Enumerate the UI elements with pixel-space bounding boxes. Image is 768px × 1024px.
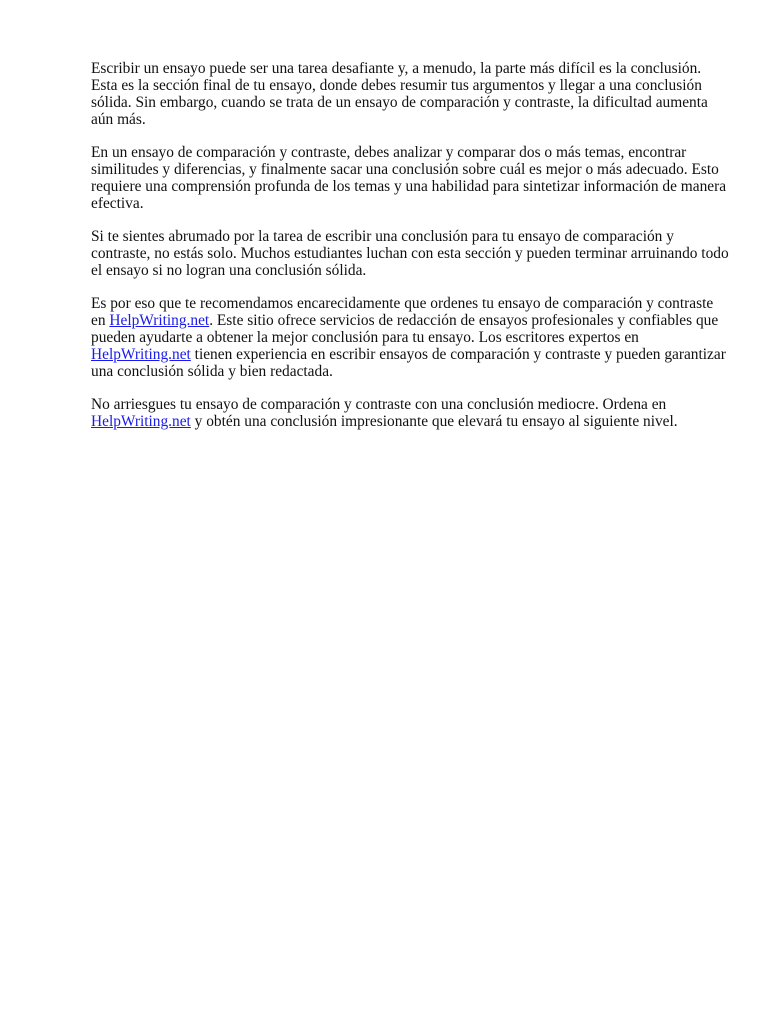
helpwriting-link[interactable]: HelpWriting.net: [91, 413, 191, 430]
paragraph-recommendation: [91, 295, 731, 380]
paragraph-text: tienen experiencia en escribir ensayos de comparación y contraste y pueden garantizar una conclusión sólida y bien redactada.: [91, 346, 726, 380]
paragraph-text: No arriesgues tu ensayo de comparación y contraste con una conclusión mediocre. Ordena en: [91, 396, 667, 413]
paragraph-text: Es por eso que te recomendamos encarecidamente que ordenes tu ensayo de comparación y contraste en: [91, 295, 714, 329]
paragraph-closing: [91, 396, 731, 430]
helpwriting-link[interactable]: HelpWriting.net: [91, 346, 191, 363]
document-body: [91, 60, 731, 446]
paragraph-compare-contrast: En un ensayo de comparación y contraste, debes analizar y comparar dos o más temas, encontrar similitudes y diferencias, y finalmente sacar una conclusión sobre cuál es mejor o más adecuado. Esto requiere una comprensión profunda de los temas y una habilidad para sintetizar información de manera efectiva.: [91, 144, 727, 212]
helpwriting-link[interactable]: HelpWriting.net: [109, 312, 210, 329]
paragraph-text: y obtén una conclusión impresionante que elevará tu ensayo al siguiente nivel.: [190, 413, 678, 430]
paragraph-intro: Escribir un ensayo puede ser una tarea desafiante y, a menudo, la parte más difícil es la conclusión. Esta es la sección final de tu ensayo, donde debes resumir tus argumentos y llegar a una conclusión sólida. Sin embargo, cuando se trata de un ensayo de comparación y contraste, la dificultad aumenta aún más.: [91, 60, 708, 128]
paragraph-overwhelmed: Si te sientes abrumado por la tarea de escribir una conclusión para tu ensayo de comparación y contraste, no estás solo. Muchos estudiantes luchan con esta sección y pueden terminar arruinando todo el ensayo si no logran una conclusión sólida.: [91, 228, 729, 279]
paragraph-text: . Este sitio ofrece servicios de redacción de ensayos profesionales y confiables que pueden ayudarte a obtener la mejor conclusión para tu ensayo. Los escritores expertos en: [91, 312, 719, 346]
